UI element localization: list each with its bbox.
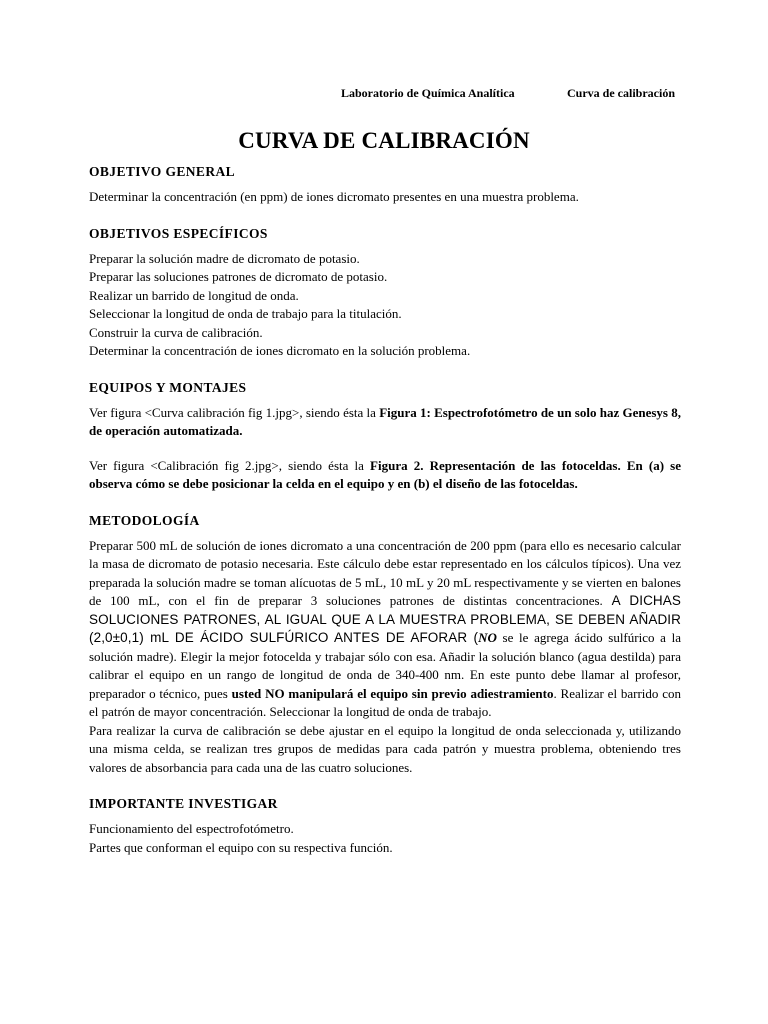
metodologia-p1-bold: usted NO manipulará el equipo sin previo adiestramiento [231, 685, 554, 701]
objetivo-item: Seleccionar la longitud de onda de trabajo para la titulación. [89, 306, 402, 321]
heading-investigar: IMPORTANTE INVESTIGAR [89, 796, 278, 811]
metodologia-p1-c: . Realizar el barrido con el patrón de mayor concentración. Seleccionar la longitud de onda de trabajo. [89, 685, 681, 719]
objetivo-item: Realizar un barrido de longitud de onda. [89, 287, 299, 303]
page-header [0, 86, 768, 102]
objetivo-general-text: Determinar la concentración (en ppm) de iones dicromato presentes en una muestra problema. [89, 189, 579, 204]
equipos-p1-plain: Ver figura <Curva calibración fig 1.jpg>, siendo ésta la [89, 404, 380, 420]
heading-equipos: EQUIPOS Y MONTAJES [89, 379, 247, 395]
header-lab-name: Laboratorio de Química Analítica [341, 86, 515, 100]
metodologia-p1-b: se le agrega ácido sulfúrico a la solución madre). Elegir la mejor fotocelda y trabajar sólo con esa. Añadir la solución blanco (agua destilda) para calibrar el equipo en un rango de longitud de onda de 340-400 nm. En este punto debe llamar al profesor, preparador o técnico, pues [89, 630, 681, 701]
objetivo-item: Determinar la concentración de iones dicromato en la solución problema. [89, 343, 471, 358]
metodologia-p1-a: Preparar 500 mL de solución de iones dicromato a una concentración de 200 ppm (para ello es necesario calcular la masa de dicromato de potasio necesaria. Este cálculo debe estar representado en los cálculos típicos). Una vez preparada la solución madre se toman alícuotas de 5 mL, 10 mL y 20 mL respectivamente y se vierten en balones de 100 mL, con el fin de preparar 3 soluciones patrones de distintas concentraciones. [89, 537, 681, 608]
objetivo-item: Construir la curva de calibración. [89, 324, 263, 340]
equipos-p2-plain: Ver figura <Calibración fig 2.jpg>, siendo ésta la [89, 457, 371, 473]
metodologia-paragraph-2: Para realizar la curva de calibración se debe ajustar en el equipo la longitud de onda seleccionada y, utilizando una misma celda, se realizan tres grupos de medidas para cada patrón y muestra problema, obteniendo tres valores de absorbancia para cada una de las cuatro soluciones. [89, 722, 681, 775]
investigar-item: Partes que conforman el equipo con su respectiva función. [89, 839, 393, 855]
metodologia-p1-caps: A DICHAS SOLUCIONES PATRONES, AL IGUAL QUE A LA MUESTRA PROBLEMA, SE DEBEN AÑADIR (2,0±0,1) mL DE ÁCIDO SULFÚRICO ANTES DE AFORAR ( [89, 593, 681, 645]
equipos-figure-2-text [89, 457, 681, 494]
document-title: CURVA DE CALIBRACIÓN [238, 128, 530, 153]
investigar-item: Funcionamiento del espectrofotómetro. [89, 821, 294, 836]
objetivo-item: Preparar la solución madre de dicromato de potasio. [89, 250, 360, 266]
figure-1-caption: Figura 1: Espectrofotómetro de un solo haz Genesys 8, de operación automatizada. [89, 404, 682, 438]
heading-objetivos-especificos: OBJETIVOS ESPECÍFICOS [89, 225, 268, 241]
document-body [89, 163, 681, 857]
heading-metodologia: METODOLOGÍA [89, 512, 200, 528]
objetivo-item: Preparar las soluciones patrones de dicromato de potasio. [89, 269, 388, 284]
header-topic: Curva de calibración [567, 86, 675, 100]
metodologia-paragraph-1 [89, 537, 681, 722]
equipos-figure-1-text [89, 404, 681, 441]
heading-objetivo-general: OBJETIVO GENERAL [89, 164, 236, 179]
figure-2-caption: Figura 2. Representación de las fotoceldas. En (a) se observa cómo se debe posicionar la celda en el equipo y en (b) el diseño de las fotoceldas. [89, 457, 682, 491]
metodologia-p1-no: NO [478, 630, 497, 645]
